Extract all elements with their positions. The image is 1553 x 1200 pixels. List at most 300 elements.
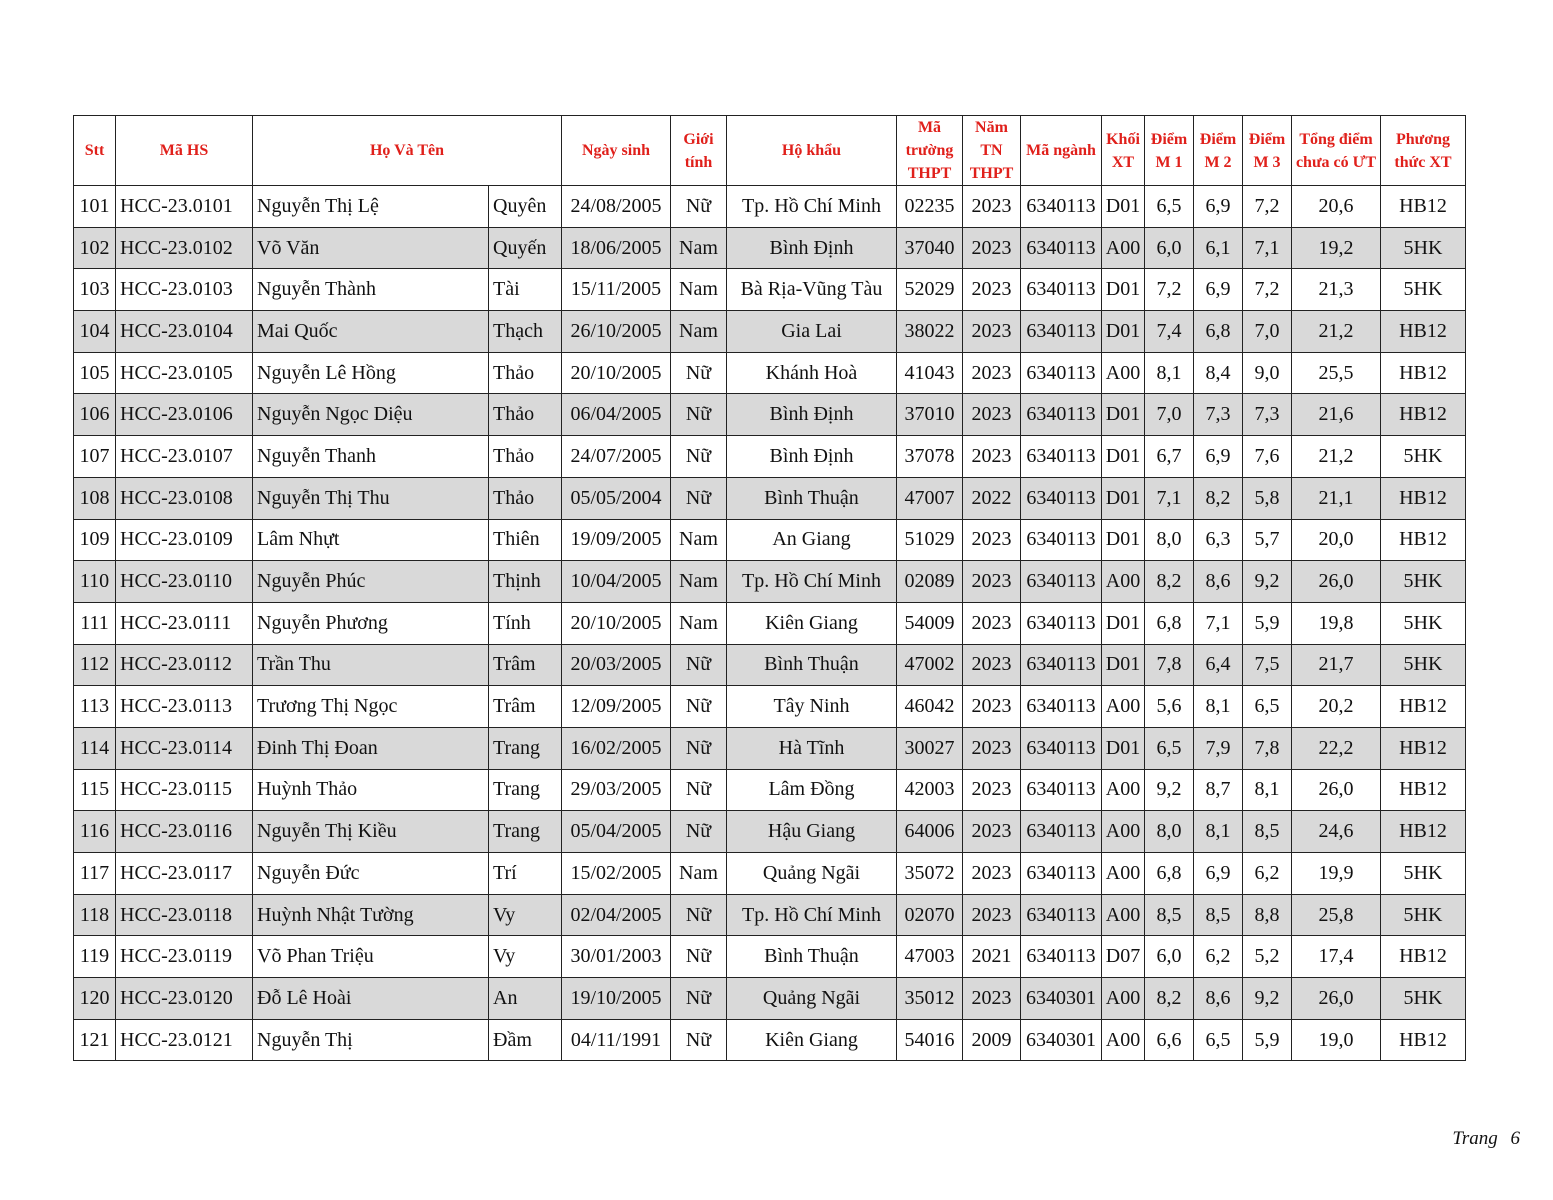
khoi-cell: A00 bbox=[1102, 978, 1145, 1020]
khoi-cell: A00 bbox=[1102, 352, 1145, 394]
khoi-cell: A00 bbox=[1102, 769, 1145, 811]
tong-diem-cell: 26,0 bbox=[1292, 561, 1381, 603]
diem-m2-cell: 6,9 bbox=[1194, 186, 1243, 228]
ma-hs-cell: HCC-23.0120 bbox=[116, 978, 253, 1020]
nam-tn-cell: 2022 bbox=[963, 477, 1021, 519]
ten-cell: Vy bbox=[489, 894, 562, 936]
tong-diem-cell: 20,0 bbox=[1292, 519, 1381, 561]
ma-nganh-cell: 6340301 bbox=[1021, 1019, 1102, 1061]
ten-cell: Trang bbox=[489, 811, 562, 853]
tong-diem-cell: 26,0 bbox=[1292, 978, 1381, 1020]
phuong-thuc-cell: 5HK bbox=[1381, 978, 1466, 1020]
ma-nganh-cell: 6340113 bbox=[1021, 561, 1102, 603]
tong-diem-cell: 25,5 bbox=[1292, 352, 1381, 394]
stt-cell: 106 bbox=[74, 394, 116, 436]
ma-hs-cell: HCC-23.0106 bbox=[116, 394, 253, 436]
nam-tn-cell: 2009 bbox=[963, 1019, 1021, 1061]
nam-tn-cell: 2023 bbox=[963, 436, 1021, 478]
tong-diem-cell: 19,9 bbox=[1292, 853, 1381, 895]
ten-cell: Thảo bbox=[489, 394, 562, 436]
khoi-cell: D01 bbox=[1102, 519, 1145, 561]
ma-truong-cell: 37040 bbox=[897, 227, 963, 269]
table-row bbox=[74, 394, 1466, 436]
stt-cell: 103 bbox=[74, 269, 116, 311]
ten-cell: Quyên bbox=[489, 186, 562, 228]
diem-m3-cell: 5,7 bbox=[1243, 519, 1292, 561]
gioi-tinh-cell: Nữ bbox=[671, 894, 727, 936]
table-row bbox=[74, 686, 1466, 728]
gioi-tinh-cell: Nữ bbox=[671, 436, 727, 478]
ma-hs-cell: HCC-23.0107 bbox=[116, 436, 253, 478]
ten-cell: Thiên bbox=[489, 519, 562, 561]
diem-m2-cell: 6,9 bbox=[1194, 853, 1243, 895]
diem-m1-cell: 7,0 bbox=[1145, 394, 1194, 436]
diem-m2-cell: 6,4 bbox=[1194, 644, 1243, 686]
header-ma-nganh: Mã ngành bbox=[1021, 116, 1102, 186]
diem-m1-cell: 6,5 bbox=[1145, 186, 1194, 228]
nam-tn-cell: 2023 bbox=[963, 978, 1021, 1020]
student-list-table bbox=[73, 115, 1466, 1061]
ho-khau-cell: Tp. Hồ Chí Minh bbox=[727, 894, 897, 936]
phuong-thuc-cell: HB12 bbox=[1381, 686, 1466, 728]
khoi-cell: D01 bbox=[1102, 602, 1145, 644]
table-row bbox=[74, 436, 1466, 478]
diem-m3-cell: 6,2 bbox=[1243, 853, 1292, 895]
table-row bbox=[74, 727, 1466, 769]
table-row bbox=[74, 853, 1466, 895]
ma-nganh-cell: 6340113 bbox=[1021, 269, 1102, 311]
header-nam-tn: Năm TN THPT bbox=[963, 116, 1021, 186]
ma-nganh-cell: 6340113 bbox=[1021, 311, 1102, 353]
ho-dem-cell: Nguyễn Thành bbox=[253, 269, 489, 311]
phuong-thuc-cell: HB12 bbox=[1381, 936, 1466, 978]
ma-nganh-cell: 6340113 bbox=[1021, 686, 1102, 728]
ngay-sinh-cell: 02/04/2005 bbox=[562, 894, 671, 936]
diem-m2-cell: 6,2 bbox=[1194, 936, 1243, 978]
nam-tn-cell: 2023 bbox=[963, 519, 1021, 561]
ten-cell: Tính bbox=[489, 602, 562, 644]
diem-m2-cell: 8,2 bbox=[1194, 477, 1243, 519]
diem-m1-cell: 5,6 bbox=[1145, 686, 1194, 728]
khoi-cell: D07 bbox=[1102, 936, 1145, 978]
ma-truong-cell: 47002 bbox=[897, 644, 963, 686]
tong-diem-cell: 25,8 bbox=[1292, 894, 1381, 936]
ho-khau-cell: Gia Lai bbox=[727, 311, 897, 353]
diem-m1-cell: 7,4 bbox=[1145, 311, 1194, 353]
ho-khau-cell: Quảng Ngãi bbox=[727, 853, 897, 895]
ho-dem-cell: Mai Quốc bbox=[253, 311, 489, 353]
ngay-sinh-cell: 20/10/2005 bbox=[562, 602, 671, 644]
ma-truong-cell: 41043 bbox=[897, 352, 963, 394]
table-row bbox=[74, 227, 1466, 269]
ngay-sinh-cell: 19/09/2005 bbox=[562, 519, 671, 561]
ten-cell: Thảo bbox=[489, 352, 562, 394]
diem-m3-cell: 5,8 bbox=[1243, 477, 1292, 519]
diem-m1-cell: 8,0 bbox=[1145, 811, 1194, 853]
ma-truong-cell: 51029 bbox=[897, 519, 963, 561]
ho-dem-cell: Trần Thu bbox=[253, 644, 489, 686]
table-body bbox=[74, 186, 1466, 1061]
nam-tn-cell: 2023 bbox=[963, 811, 1021, 853]
ho-dem-cell: Nguyễn Thanh bbox=[253, 436, 489, 478]
ho-khau-cell: Khánh Hoà bbox=[727, 352, 897, 394]
diem-m2-cell: 6,9 bbox=[1194, 269, 1243, 311]
phuong-thuc-cell: HB12 bbox=[1381, 769, 1466, 811]
gioi-tinh-cell: Nữ bbox=[671, 769, 727, 811]
ma-truong-cell: 52029 bbox=[897, 269, 963, 311]
ngay-sinh-cell: 30/01/2003 bbox=[562, 936, 671, 978]
khoi-cell: A00 bbox=[1102, 894, 1145, 936]
diem-m2-cell: 6,1 bbox=[1194, 227, 1243, 269]
diem-m2-cell: 7,3 bbox=[1194, 394, 1243, 436]
ten-cell: Thịnh bbox=[489, 561, 562, 603]
phuong-thuc-cell: 5HK bbox=[1381, 561, 1466, 603]
gioi-tinh-cell: Nam bbox=[671, 602, 727, 644]
header-gioi-tinh: Giới tính bbox=[671, 116, 727, 186]
gioi-tinh-cell: Nam bbox=[671, 519, 727, 561]
header-ho-khau: Hộ khẩu bbox=[727, 116, 897, 186]
nam-tn-cell: 2023 bbox=[963, 394, 1021, 436]
diem-m2-cell: 8,5 bbox=[1194, 894, 1243, 936]
stt-cell: 101 bbox=[74, 186, 116, 228]
header-stt: Stt bbox=[74, 116, 116, 186]
ma-truong-cell: 38022 bbox=[897, 311, 963, 353]
nam-tn-cell: 2023 bbox=[963, 311, 1021, 353]
header-phuong-thuc: Phương thức XT bbox=[1381, 116, 1466, 186]
phuong-thuc-cell: 5HK bbox=[1381, 269, 1466, 311]
ngay-sinh-cell: 10/04/2005 bbox=[562, 561, 671, 603]
phuong-thuc-cell: HB12 bbox=[1381, 519, 1466, 561]
ngay-sinh-cell: 15/11/2005 bbox=[562, 269, 671, 311]
page-number: Trang 6 bbox=[1452, 1128, 1520, 1149]
diem-m1-cell: 7,1 bbox=[1145, 477, 1194, 519]
diem-m2-cell: 6,9 bbox=[1194, 436, 1243, 478]
diem-m3-cell: 7,6 bbox=[1243, 436, 1292, 478]
diem-m1-cell: 8,2 bbox=[1145, 561, 1194, 603]
diem-m1-cell: 6,6 bbox=[1145, 1019, 1194, 1061]
tong-diem-cell: 21,2 bbox=[1292, 311, 1381, 353]
diem-m3-cell: 8,1 bbox=[1243, 769, 1292, 811]
ten-cell: Đầm bbox=[489, 1019, 562, 1061]
stt-cell: 109 bbox=[74, 519, 116, 561]
diem-m2-cell: 6,5 bbox=[1194, 1019, 1243, 1061]
ma-truong-cell: 47003 bbox=[897, 936, 963, 978]
ngay-sinh-cell: 19/10/2005 bbox=[562, 978, 671, 1020]
ho-dem-cell: Võ Văn bbox=[253, 227, 489, 269]
phuong-thuc-cell: HB12 bbox=[1381, 811, 1466, 853]
diem-m3-cell: 9,2 bbox=[1243, 561, 1292, 603]
khoi-cell: D01 bbox=[1102, 477, 1145, 519]
diem-m1-cell: 6,8 bbox=[1145, 853, 1194, 895]
ma-hs-cell: HCC-23.0105 bbox=[116, 352, 253, 394]
diem-m1-cell: 6,0 bbox=[1145, 936, 1194, 978]
ten-cell: Quyến bbox=[489, 227, 562, 269]
diem-m1-cell: 6,8 bbox=[1145, 602, 1194, 644]
stt-cell: 112 bbox=[74, 644, 116, 686]
ten-cell: Trang bbox=[489, 769, 562, 811]
ho-khau-cell: Tp. Hồ Chí Minh bbox=[727, 561, 897, 603]
stt-cell: 120 bbox=[74, 978, 116, 1020]
ho-dem-cell: Nguyễn Đức bbox=[253, 853, 489, 895]
stt-cell: 117 bbox=[74, 853, 116, 895]
ma-nganh-cell: 6340113 bbox=[1021, 602, 1102, 644]
ten-cell: Vy bbox=[489, 936, 562, 978]
phuong-thuc-cell: 5HK bbox=[1381, 227, 1466, 269]
khoi-cell: A00 bbox=[1102, 853, 1145, 895]
table-row bbox=[74, 186, 1466, 228]
ma-nganh-cell: 6340113 bbox=[1021, 436, 1102, 478]
ho-dem-cell: Đinh Thị Đoan bbox=[253, 727, 489, 769]
stt-cell: 110 bbox=[74, 561, 116, 603]
ten-cell: Thạch bbox=[489, 311, 562, 353]
header-ma-hs: Mã HS bbox=[116, 116, 253, 186]
diem-m2-cell: 8,4 bbox=[1194, 352, 1243, 394]
ho-dem-cell: Nguyễn Phương bbox=[253, 602, 489, 644]
gioi-tinh-cell: Nữ bbox=[671, 394, 727, 436]
gioi-tinh-cell: Nam bbox=[671, 853, 727, 895]
ho-dem-cell: Trương Thị Ngọc bbox=[253, 686, 489, 728]
diem-m1-cell: 8,1 bbox=[1145, 352, 1194, 394]
table-row bbox=[74, 602, 1466, 644]
diem-m3-cell: 7,5 bbox=[1243, 644, 1292, 686]
phuong-thuc-cell: HB12 bbox=[1381, 394, 1466, 436]
header-ngay-sinh: Ngày sinh bbox=[562, 116, 671, 186]
ma-truong-cell: 02070 bbox=[897, 894, 963, 936]
phuong-thuc-cell: HB12 bbox=[1381, 186, 1466, 228]
gioi-tinh-cell: Nữ bbox=[671, 727, 727, 769]
ho-khau-cell: Kiên Giang bbox=[727, 602, 897, 644]
header-tong-diem: Tổng điểm chưa có ƯT bbox=[1292, 116, 1381, 186]
diem-m2-cell: 6,3 bbox=[1194, 519, 1243, 561]
diem-m3-cell: 8,5 bbox=[1243, 811, 1292, 853]
stt-cell: 107 bbox=[74, 436, 116, 478]
nam-tn-cell: 2023 bbox=[963, 769, 1021, 811]
ma-truong-cell: 64006 bbox=[897, 811, 963, 853]
ma-nganh-cell: 6340113 bbox=[1021, 477, 1102, 519]
diem-m3-cell: 5,9 bbox=[1243, 602, 1292, 644]
ngay-sinh-cell: 20/10/2005 bbox=[562, 352, 671, 394]
stt-cell: 119 bbox=[74, 936, 116, 978]
diem-m3-cell: 5,2 bbox=[1243, 936, 1292, 978]
tong-diem-cell: 21,2 bbox=[1292, 436, 1381, 478]
ho-khau-cell: Hậu Giang bbox=[727, 811, 897, 853]
ho-dem-cell: Đỗ Lê Hoài bbox=[253, 978, 489, 1020]
gioi-tinh-cell: Nữ bbox=[671, 978, 727, 1020]
ma-hs-cell: HCC-23.0110 bbox=[116, 561, 253, 603]
diem-m2-cell: 8,1 bbox=[1194, 686, 1243, 728]
diem-m2-cell: 7,1 bbox=[1194, 602, 1243, 644]
ma-hs-cell: HCC-23.0108 bbox=[116, 477, 253, 519]
nam-tn-cell: 2023 bbox=[963, 561, 1021, 603]
phuong-thuc-cell: 5HK bbox=[1381, 853, 1466, 895]
diem-m3-cell: 8,8 bbox=[1243, 894, 1292, 936]
khoi-cell: D01 bbox=[1102, 269, 1145, 311]
gioi-tinh-cell: Nữ bbox=[671, 811, 727, 853]
tong-diem-cell: 26,0 bbox=[1292, 769, 1381, 811]
ho-dem-cell: Nguyễn Thị Lệ bbox=[253, 186, 489, 228]
header-ma-truong: Mã trường THPT bbox=[897, 116, 963, 186]
table-row bbox=[74, 644, 1466, 686]
ma-nganh-cell: 6340113 bbox=[1021, 769, 1102, 811]
header-row bbox=[74, 116, 1466, 186]
table-row bbox=[74, 936, 1466, 978]
stt-cell: 116 bbox=[74, 811, 116, 853]
ho-khau-cell: Tây Ninh bbox=[727, 686, 897, 728]
ho-khau-cell: Hà Tĩnh bbox=[727, 727, 897, 769]
diem-m1-cell: 9,2 bbox=[1145, 769, 1194, 811]
ma-truong-cell: 42003 bbox=[897, 769, 963, 811]
nam-tn-cell: 2021 bbox=[963, 936, 1021, 978]
stt-cell: 121 bbox=[74, 1019, 116, 1061]
ma-hs-cell: HCC-23.0101 bbox=[116, 186, 253, 228]
khoi-cell: D01 bbox=[1102, 727, 1145, 769]
ho-dem-cell: Nguyễn Thị Thu bbox=[253, 477, 489, 519]
diem-m3-cell: 7,8 bbox=[1243, 727, 1292, 769]
nam-tn-cell: 2023 bbox=[963, 853, 1021, 895]
ma-truong-cell: 54016 bbox=[897, 1019, 963, 1061]
ngay-sinh-cell: 04/11/1991 bbox=[562, 1019, 671, 1061]
gioi-tinh-cell: Nữ bbox=[671, 1019, 727, 1061]
diem-m1-cell: 8,0 bbox=[1145, 519, 1194, 561]
ma-nganh-cell: 6340301 bbox=[1021, 978, 1102, 1020]
ma-hs-cell: HCC-23.0102 bbox=[116, 227, 253, 269]
nam-tn-cell: 2023 bbox=[963, 227, 1021, 269]
phuong-thuc-cell: HB12 bbox=[1381, 352, 1466, 394]
ma-hs-cell: HCC-23.0104 bbox=[116, 311, 253, 353]
ngay-sinh-cell: 24/08/2005 bbox=[562, 186, 671, 228]
khoi-cell: D01 bbox=[1102, 394, 1145, 436]
header-m1: Điểm M 1 bbox=[1145, 116, 1194, 186]
ho-khau-cell: Bình Định bbox=[727, 227, 897, 269]
diem-m2-cell: 6,8 bbox=[1194, 311, 1243, 353]
diem-m2-cell: 8,7 bbox=[1194, 769, 1243, 811]
diem-m1-cell: 6,0 bbox=[1145, 227, 1194, 269]
ngay-sinh-cell: 06/04/2005 bbox=[562, 394, 671, 436]
ho-dem-cell: Nguyễn Lê Hồng bbox=[253, 352, 489, 394]
phuong-thuc-cell: HB12 bbox=[1381, 1019, 1466, 1061]
ma-truong-cell: 54009 bbox=[897, 602, 963, 644]
ho-khau-cell: Bình Thuận bbox=[727, 644, 897, 686]
ma-nganh-cell: 6340113 bbox=[1021, 644, 1102, 686]
table-row bbox=[74, 269, 1466, 311]
khoi-cell: A00 bbox=[1102, 227, 1145, 269]
diem-m1-cell: 8,5 bbox=[1145, 894, 1194, 936]
table-row bbox=[74, 519, 1466, 561]
ma-truong-cell: 02235 bbox=[897, 186, 963, 228]
stt-cell: 108 bbox=[74, 477, 116, 519]
diem-m3-cell: 7,0 bbox=[1243, 311, 1292, 353]
diem-m2-cell: 7,9 bbox=[1194, 727, 1243, 769]
ma-nganh-cell: 6340113 bbox=[1021, 227, 1102, 269]
header-ho-ten: Họ Và Tên bbox=[253, 116, 562, 186]
ma-hs-cell: HCC-23.0121 bbox=[116, 1019, 253, 1061]
ho-khau-cell: Bà Rịa-Vũng Tàu bbox=[727, 269, 897, 311]
diem-m2-cell: 8,1 bbox=[1194, 811, 1243, 853]
ngay-sinh-cell: 12/09/2005 bbox=[562, 686, 671, 728]
ho-khau-cell: Lâm Đồng bbox=[727, 769, 897, 811]
phuong-thuc-cell: 5HK bbox=[1381, 644, 1466, 686]
ten-cell: Trang bbox=[489, 727, 562, 769]
table-row bbox=[74, 352, 1466, 394]
ho-khau-cell: Tp. Hồ Chí Minh bbox=[727, 186, 897, 228]
diem-m3-cell: 7,3 bbox=[1243, 394, 1292, 436]
diem-m1-cell: 7,8 bbox=[1145, 644, 1194, 686]
ten-cell: Thảo bbox=[489, 436, 562, 478]
phuong-thuc-cell: HB12 bbox=[1381, 727, 1466, 769]
ma-nganh-cell: 6340113 bbox=[1021, 727, 1102, 769]
ho-khau-cell: Kiên Giang bbox=[727, 1019, 897, 1061]
phuong-thuc-cell: 5HK bbox=[1381, 602, 1466, 644]
gioi-tinh-cell: Nam bbox=[671, 311, 727, 353]
ma-nganh-cell: 6340113 bbox=[1021, 352, 1102, 394]
ma-hs-cell: HCC-23.0119 bbox=[116, 936, 253, 978]
phuong-thuc-cell: HB12 bbox=[1381, 311, 1466, 353]
ma-truong-cell: 37078 bbox=[897, 436, 963, 478]
ho-khau-cell: An Giang bbox=[727, 519, 897, 561]
ma-truong-cell: 02089 bbox=[897, 561, 963, 603]
ho-khau-cell: Quảng Ngãi bbox=[727, 978, 897, 1020]
ho-dem-cell: Nguyễn Ngọc Diệu bbox=[253, 394, 489, 436]
ma-truong-cell: 35072 bbox=[897, 853, 963, 895]
nam-tn-cell: 2023 bbox=[963, 352, 1021, 394]
nam-tn-cell: 2023 bbox=[963, 269, 1021, 311]
nam-tn-cell: 2023 bbox=[963, 686, 1021, 728]
diem-m3-cell: 5,9 bbox=[1243, 1019, 1292, 1061]
ho-dem-cell: Huỳnh Nhật Tường bbox=[253, 894, 489, 936]
ngay-sinh-cell: 16/02/2005 bbox=[562, 727, 671, 769]
table-row bbox=[74, 811, 1466, 853]
khoi-cell: A00 bbox=[1102, 811, 1145, 853]
ho-khau-cell: Bình Định bbox=[727, 436, 897, 478]
ten-cell: Thảo bbox=[489, 477, 562, 519]
header-m3: Điểm M 3 bbox=[1243, 116, 1292, 186]
ma-truong-cell: 30027 bbox=[897, 727, 963, 769]
ma-nganh-cell: 6340113 bbox=[1021, 811, 1102, 853]
tong-diem-cell: 21,1 bbox=[1292, 477, 1381, 519]
gioi-tinh-cell: Nữ bbox=[671, 686, 727, 728]
gioi-tinh-cell: Nam bbox=[671, 561, 727, 603]
phuong-thuc-cell: HB12 bbox=[1381, 477, 1466, 519]
diem-m3-cell: 7,1 bbox=[1243, 227, 1292, 269]
ten-cell: Trí bbox=[489, 853, 562, 895]
nam-tn-cell: 2023 bbox=[963, 894, 1021, 936]
khoi-cell: A00 bbox=[1102, 1019, 1145, 1061]
ho-khau-cell: Bình Định bbox=[727, 394, 897, 436]
table-row bbox=[74, 978, 1466, 1020]
diem-m3-cell: 7,2 bbox=[1243, 269, 1292, 311]
gioi-tinh-cell: Nữ bbox=[671, 352, 727, 394]
ho-dem-cell: Nguyễn Thị bbox=[253, 1019, 489, 1061]
tong-diem-cell: 20,6 bbox=[1292, 186, 1381, 228]
ngay-sinh-cell: 20/03/2005 bbox=[562, 644, 671, 686]
tong-diem-cell: 21,3 bbox=[1292, 269, 1381, 311]
tong-diem-cell: 22,2 bbox=[1292, 727, 1381, 769]
stt-cell: 113 bbox=[74, 686, 116, 728]
ma-hs-cell: HCC-23.0113 bbox=[116, 686, 253, 728]
tong-diem-cell: 19,2 bbox=[1292, 227, 1381, 269]
khoi-cell: D01 bbox=[1102, 644, 1145, 686]
table-row bbox=[74, 894, 1466, 936]
ma-nganh-cell: 6340113 bbox=[1021, 186, 1102, 228]
stt-cell: 114 bbox=[74, 727, 116, 769]
table-row bbox=[74, 477, 1466, 519]
ten-cell: An bbox=[489, 978, 562, 1020]
ho-khau-cell: Bình Thuận bbox=[727, 936, 897, 978]
khoi-cell: D01 bbox=[1102, 311, 1145, 353]
phuong-thuc-cell: 5HK bbox=[1381, 436, 1466, 478]
tong-diem-cell: 19,8 bbox=[1292, 602, 1381, 644]
ma-hs-cell: HCC-23.0117 bbox=[116, 853, 253, 895]
